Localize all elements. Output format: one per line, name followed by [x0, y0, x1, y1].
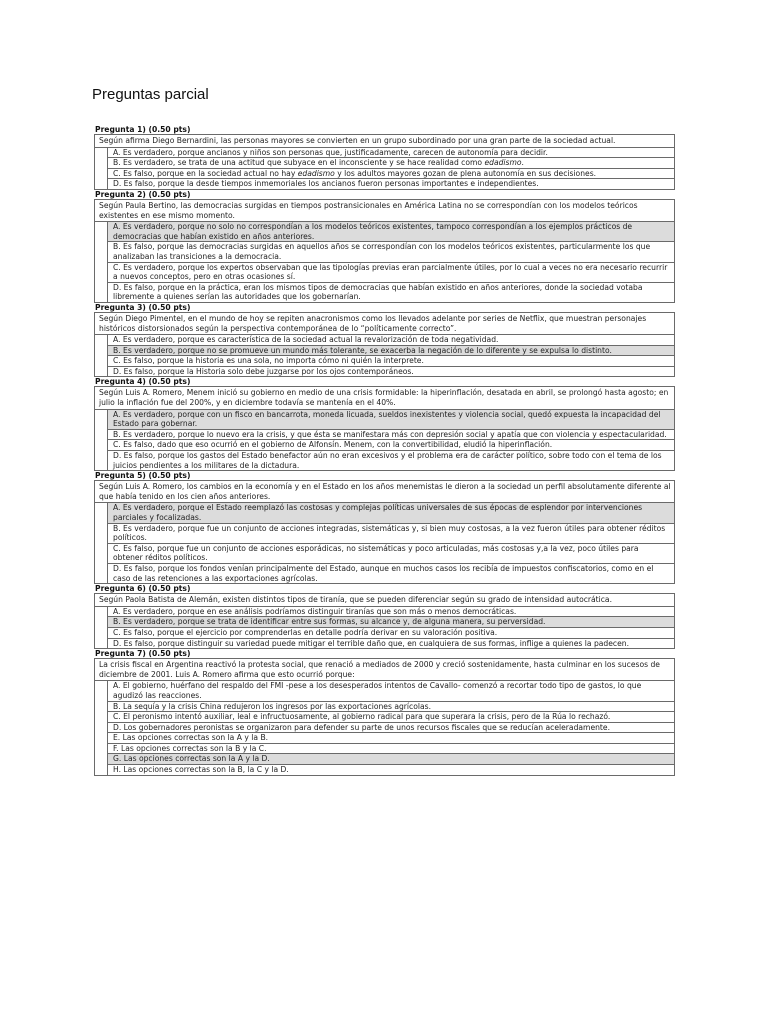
question-stem: Según Diego Pimentel, en el mundo de hoy se repiten anacronismos como los llevados adelante por series de Netflix, que muestran personajes históricos distorsionados según la perspectiva contemporánea de lo “políticamente correcto”. [95, 313, 674, 335]
question-stem: Según afirma Diego Bernardini, las personas mayores se convierten en un grupo subordinado por una gran parte de la sociedad actual. [95, 135, 674, 148]
option-item: C. Es falso, porque en la sociedad actual no hay edadismo y los adultos mayores gozan de plena autonomía en sus decisiones. [108, 169, 674, 180]
question-box [94, 312, 675, 378]
question-block [94, 649, 675, 776]
question-box [94, 593, 675, 649]
options-list [107, 681, 674, 774]
option-item: A. El gobierno, huérfano del respaldo del FMI -pese a los desesperados intentos de Cavallo- comenzó a recortar todo tipo de gastos, lo que agudizó las reacciones. [108, 681, 674, 701]
question-header: Pregunta 1) (0.50 pts) [95, 125, 191, 134]
question-header: Pregunta 2) (0.50 pts) [95, 189, 191, 199]
question-block [94, 584, 675, 649]
question-box [94, 134, 675, 190]
question-block [94, 471, 675, 584]
option-item: D. Los gobernadores peronistas se organizaron para defender su parte de unos recursos fiscales que se reducían aceleradamente. [108, 723, 674, 734]
question-header: Pregunta 6) (0.50 pts) [95, 584, 191, 594]
option-item: E. Las opciones correctas son la A y la B. [108, 733, 674, 744]
option-item: C. Es falso, porque fue un conjunto de acciones esporádicas, no sistemáticas y poco articuladas, más costosas y,a la vez, poco útiles para obtener réditos políticos. [108, 544, 674, 564]
option-highlighted: A. Es verdadero, porque no solo no correspondían a los modelos teóricos existentes, tampoco correspondían a los ejemplos prácticos de democracias que habían existido en años anteriores. [108, 222, 674, 242]
option-item: D. Es falso, porque la Historia solo debe juzgarse por los ojos contemporáneos. [113, 366, 414, 376]
option-item: H. Las opciones correctas son la B, la C y la D. [113, 765, 289, 775]
option-item: D. Es falso, porque la desde tiempos inmemoriales los ancianos fueron personas importantes e independientes. [113, 179, 539, 189]
italic-term: edadismo [484, 158, 522, 168]
options-list [107, 222, 674, 302]
option-item: D. Es falso, porque los gastos del Estado benefactor aún no eran excesivos y el problema era de carácter político, sobre todo con el tema de los juicios pendientes a los militares de la dictadura. [113, 451, 662, 470]
options-list [107, 148, 674, 189]
question-stem: Según Luis A. Romero, Menem inició su gobierno en medio de una crisis formidable: la hiperinflación, desatada en abril, se prolongó hasta agosto; en julio la inflación fue del 200%, y en diciembre todavía se mantenía en el 40%. [95, 387, 674, 409]
option-item: F. Las opciones correctas son la B y la C. [108, 744, 674, 755]
option-highlighted: A. Es verdadero, porque el Estado reemplazó las costosas y complejas políticas universales de sus épocas de esplendor por intervenciones parciales y focalizadas. [108, 503, 674, 523]
option-highlighted: G. Las opciones correctas son la A y la D. [108, 754, 674, 765]
options-list [107, 410, 674, 471]
question-stem: Según Paola Batista de Alemán, existen distintos tipos de tiranía, que se pueden diferenciar según su grado de intensidad autocrática. [95, 594, 674, 607]
question-header: Pregunta 3) (0.50 pts) [95, 302, 191, 312]
option-highlighted: B. Es verdadero, porque se trata de identificar entre sus formas, su alcance y, de alguna manera, su perversidad. [108, 617, 674, 628]
option-item: C. El peronismo intentó auxiliar, leal e infructuosamente, al gobierno radical para que superara la crisis, pero de la Rúa lo rechazó. [108, 712, 674, 723]
options-list [107, 607, 674, 648]
option-highlighted: B. Es verdadero, porque no se promueve un mundo más tolerante, se exacerba la negación de lo diferente y se expulsa lo distinto. [108, 346, 674, 357]
quiz-table [94, 125, 675, 776]
option-item: A. Es verdadero, porque ancianos y niños son personas que, justificadamente, carecen de autonomía para decidir. [108, 148, 674, 159]
option-item: C. Es falso, porque la historia es una sola, no importa cómo ni quién la interprete. [108, 356, 674, 367]
question-stem: Según Paula Bertino, las democracias surgidas en tiempos postransicionales en América Latina no se correspondían con los modelos teóricos existentes en ese mismo momento. [95, 200, 674, 222]
option-item: A. Es verdadero, porque en ese análisis podríamos distinguir tiranías que son más o menos democráticas. [108, 607, 674, 618]
option-item: C. Es verdadero, porque los expertos observaban que las tipologías previas eran parcialmente útiles, por lo cual a veces no era necesario recurrir a nuevos conceptos, pero en otras ocasiones sí. [108, 263, 674, 283]
italic-term: edadismo [297, 168, 335, 178]
option-item: A. Es verdadero, porque es característica de la sociedad actual la revalorización de toda negatividad. [108, 335, 674, 346]
question-box [94, 199, 675, 303]
question-block [94, 190, 675, 303]
question-block [94, 125, 675, 190]
option-item: D. Es falso, porque en la práctica, eran los mismos tipos de democracias que habían existido en años anteriores, donde la sociedad votaba libremente a quienes serían las autoridades que los gobernarían. [113, 282, 643, 302]
question-box [94, 480, 675, 584]
option-item: B. Es falso, porque las democracias surgidas en aquellos años se correspondían con los modelos teóricos existentes, particularmente los que analizaban las transiciones a la democracia. [108, 242, 674, 262]
option-item: B. La sequía y la crisis China redujeron los ingresos por las exportaciones agrícolas. [108, 702, 674, 713]
options-list [107, 503, 674, 583]
option-highlighted: A. Es verdadero, porque con un fisco en bancarrota, moneda licuada, sueldos inexistentes y violencia social, quedó expuesta la incapacidad del Estado para gobernar. [108, 410, 674, 430]
options-list [107, 335, 674, 376]
question-header: Pregunta 4) (0.50 pts) [95, 377, 191, 387]
question-block [94, 377, 675, 471]
question-box [94, 386, 675, 471]
option-item: C. Es falso, porque el ejercicio por comprenderlas en detalle podría derivar en su valoración positiva. [108, 628, 674, 639]
option-item: B. Es verdadero, se trata de una actitud que subyace en el inconsciente y se hace realidad como edadismo. [108, 158, 674, 169]
question-header: Pregunta 5) (0.50 pts) [95, 471, 191, 481]
question-stem: La crisis fiscal en Argentina reactivó la protesta social, que renació a mediados de 2000 y creció sostenidamente, hasta culminar en los sucesos de diciembre de 2001. Luis A. Romero afirma que esto ocurrió porque: [95, 659, 674, 681]
page-title: Preguntas parcial [92, 86, 209, 103]
option-item: B. Es verdadero, porque fue un conjunto de acciones integradas, sistemáticas y, si bien muy costosas, a la vez fueron útiles para obtener réditos políticos. [108, 524, 674, 544]
option-item: C. Es falso, dado que eso ocurrió en el gobierno de Alfonsín. Menem, con la convertibilidad, eludió la hiperinflación. [108, 440, 674, 451]
question-box [94, 658, 675, 776]
option-item: B. Es verdadero, porque lo nuevo era la crisis, y que ésta se manifestara más con depresión social y apatía que con violencia y espectacularidad. [108, 430, 674, 441]
question-block [94, 303, 675, 378]
question-header: Pregunta 7) (0.50 pts) [95, 649, 191, 659]
option-item: D. Es falso, porque los fondos venían principalmente del Estado, aunque en muchos casos los recibía de impuestos confiscatorios, como en el caso de las retenciones a las exportaciones agrícolas. [113, 563, 654, 583]
question-stem: Según Luis A. Romero, los cambios en la economía y en el Estado en los años menemistas le dieron a la sociedad un perfil absolutamente diferente al que había tenido en los cien años anteriores. [95, 481, 674, 503]
option-item: D. Es falso, porque distinguir su variedad puede mitigar el terrible daño que, en cualquiera de sus formas, inflige a quienes la padecen. [113, 638, 629, 648]
